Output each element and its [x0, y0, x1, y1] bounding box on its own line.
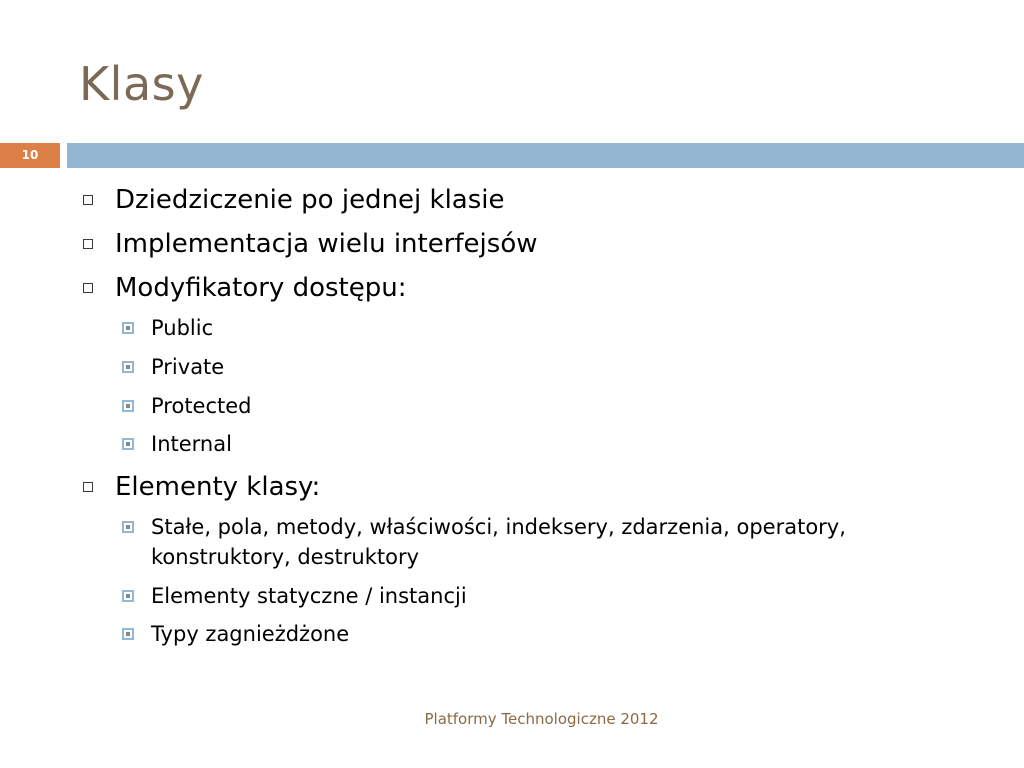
square-bullet-icon	[83, 195, 93, 205]
sub-bullet-text: Typy zagnieżdżone	[151, 622, 350, 646]
slide-footer: Platformy Technologiczne 2012	[424, 710, 659, 728]
bullet-text: Elementy klasy:	[115, 472, 321, 502]
filled-square-bullet-icon	[122, 521, 134, 533]
header-bar	[67, 143, 1024, 168]
filled-square-bullet-icon	[122, 322, 134, 334]
sub-bullet-text: Internal	[151, 432, 232, 456]
bullet-text: Modyfikatory dostępu:	[115, 273, 407, 303]
sub-bullet-text: Elementy statyczne / instancji	[151, 584, 467, 608]
sub-bullet-text: Stałe, pola, metody, właściwości, indeksery, zdarzenia, operatory,	[151, 515, 846, 539]
filled-square-bullet-icon	[122, 590, 134, 602]
filled-square-bullet-icon	[122, 438, 134, 450]
sub-bullet-text: Protected	[151, 394, 252, 418]
bullet-text: Dziedziczenie po jednej klasie	[115, 185, 505, 215]
slide-number: 10	[0, 143, 60, 168]
sub-bullet-text: Private	[151, 355, 225, 379]
square-bullet-icon	[83, 239, 93, 249]
square-bullet-icon	[83, 482, 93, 492]
square-bullet-icon	[83, 283, 93, 293]
sub-bullet-text: Public	[151, 316, 214, 340]
filled-square-bullet-icon	[122, 400, 134, 412]
filled-square-bullet-icon	[122, 361, 134, 373]
sub-bullet-text: konstruktory, destruktory	[151, 545, 420, 569]
slide-title: Klasy	[79, 57, 204, 111]
bullet-text: Implementacja wielu interfejsów	[115, 229, 538, 259]
filled-square-bullet-icon	[122, 628, 134, 640]
